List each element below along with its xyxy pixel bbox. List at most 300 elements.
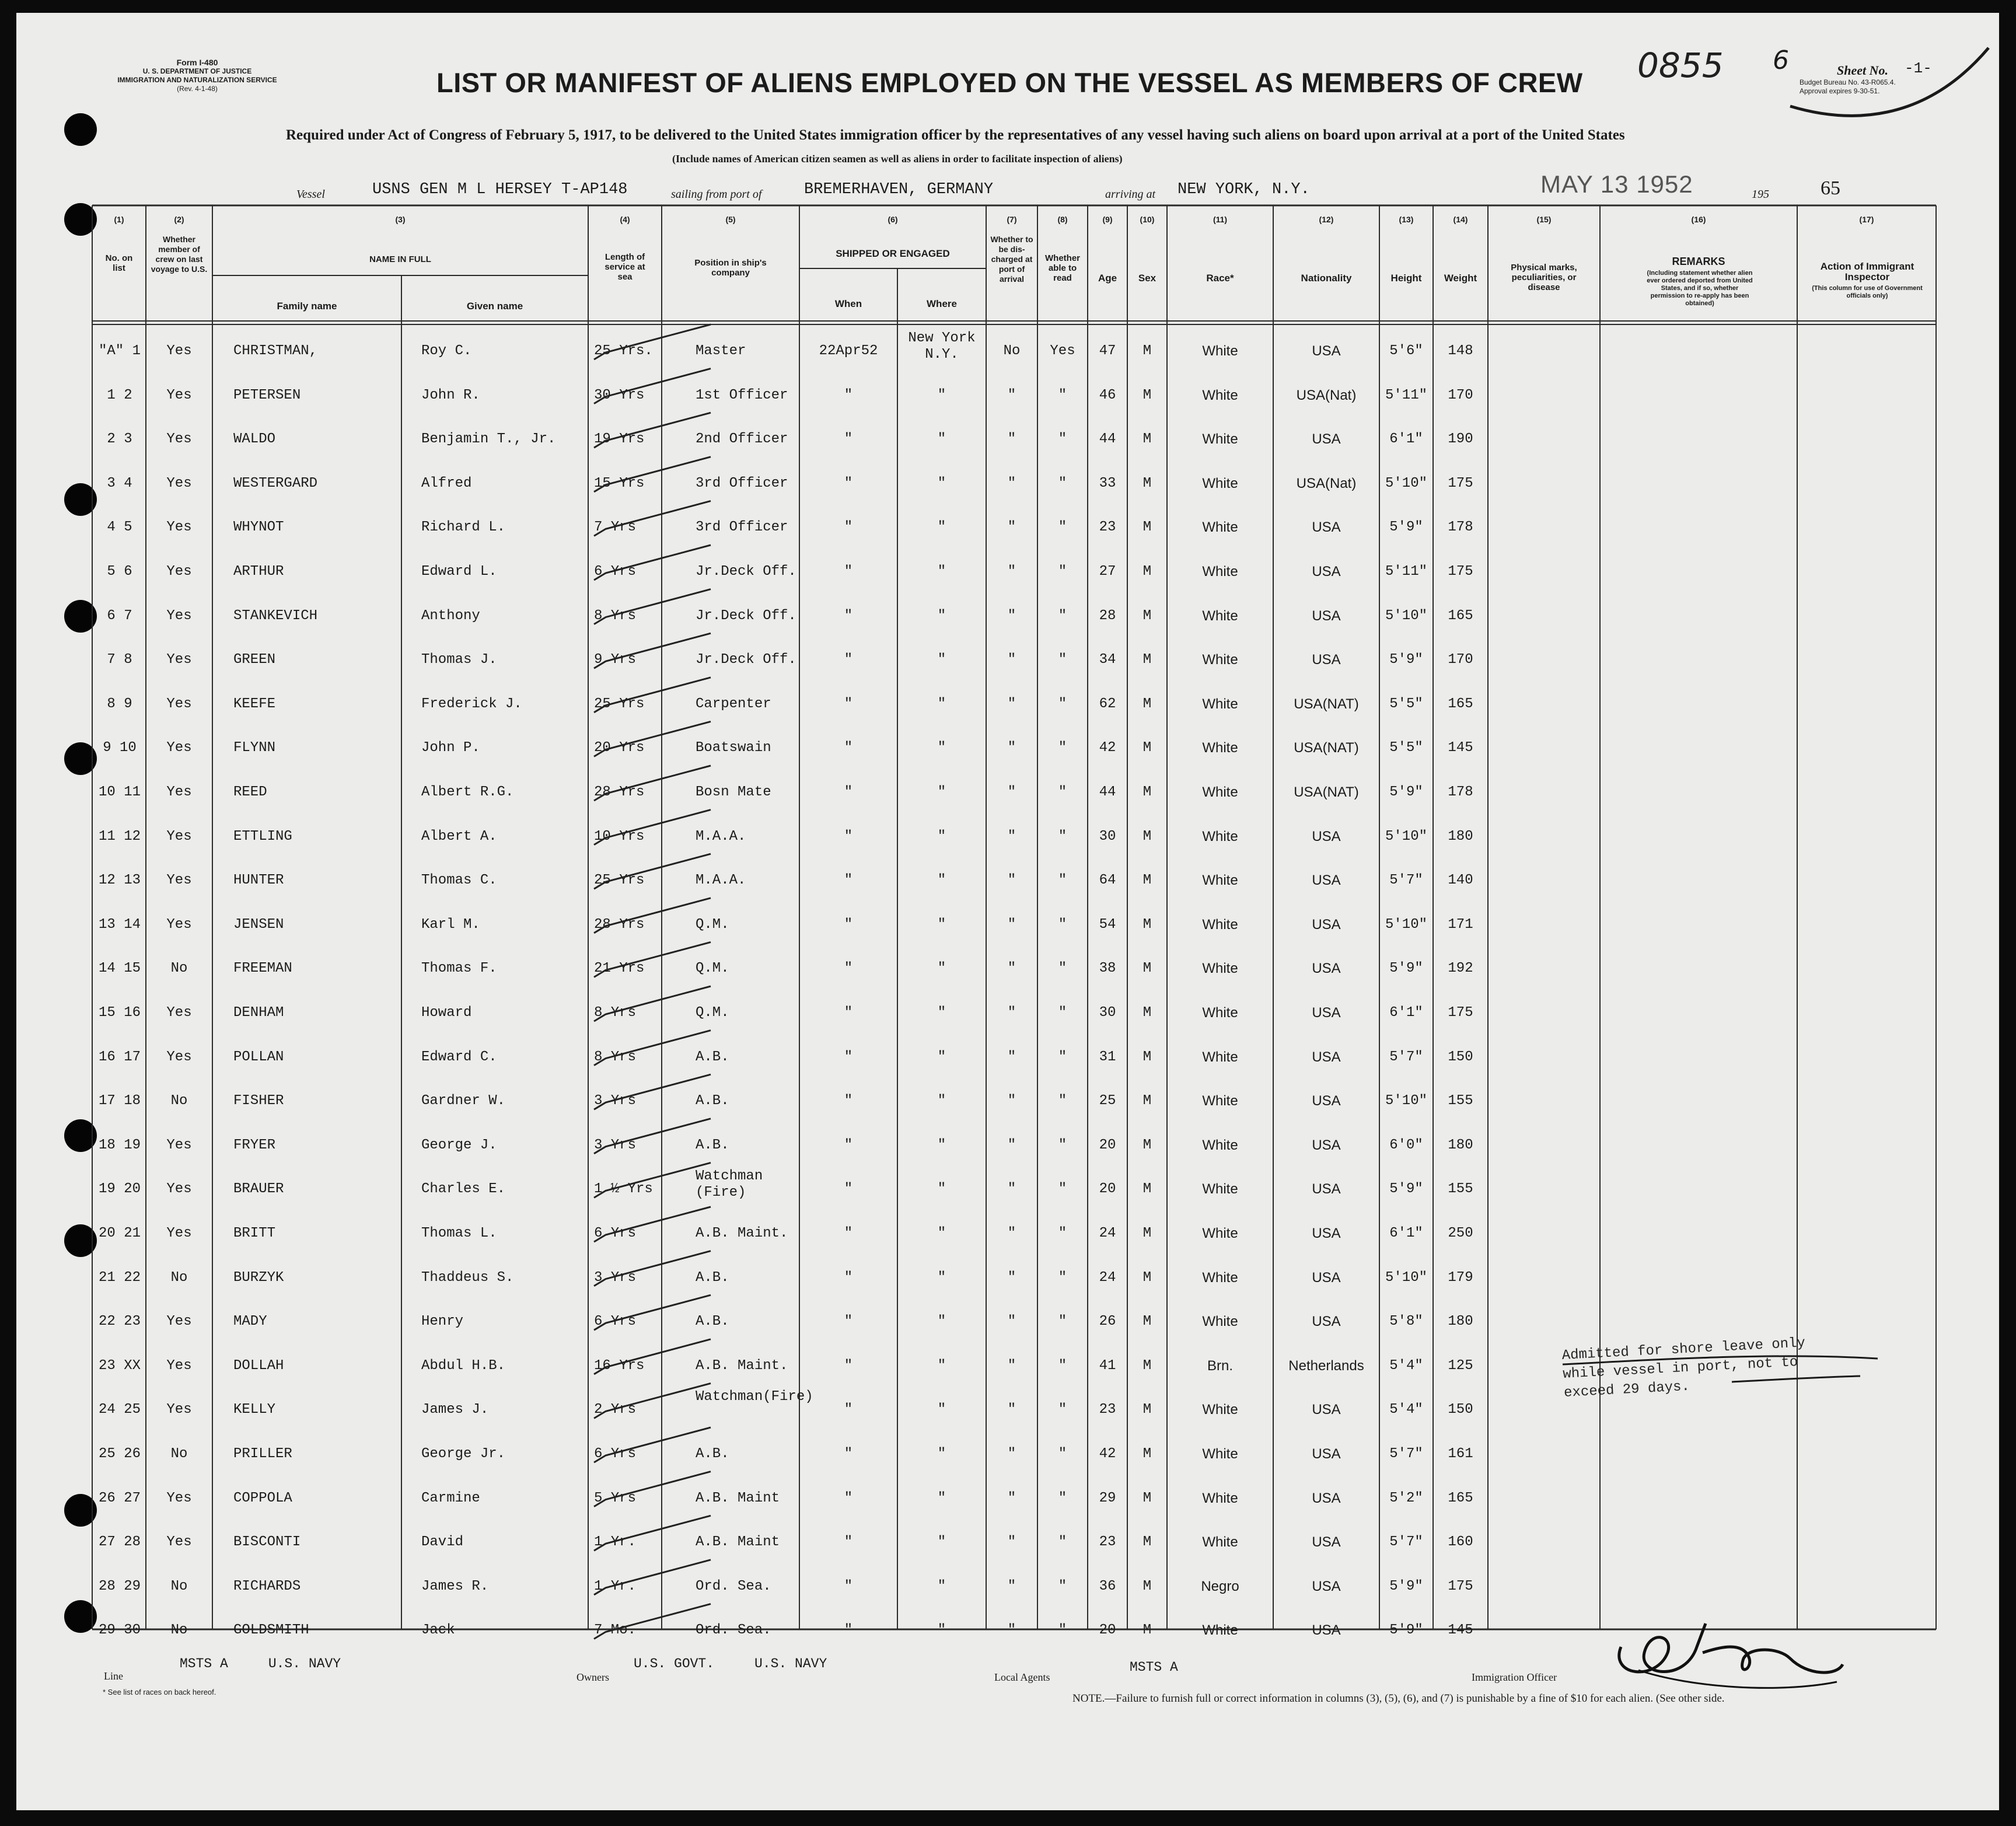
- tally-stroke: [594, 1427, 711, 1462]
- cell-no: 2 3: [107, 431, 132, 448]
- cell-service: 1 Yr.: [594, 1534, 637, 1551]
- cell-where: ": [937, 872, 946, 889]
- cell-sex: M: [1142, 1314, 1152, 1330]
- col-num: (12): [1319, 215, 1334, 224]
- cell-given-name: Thomas F.: [421, 961, 497, 977]
- cell-height: 6'1": [1389, 431, 1423, 448]
- tally-stroke: [594, 986, 711, 1021]
- cell-position: Ord. Sea.: [696, 1622, 771, 1639]
- cell-height: 5'10": [1385, 828, 1427, 844]
- col-num: (11): [1213, 215, 1228, 224]
- tally-strokes: [16, 13, 1999, 1810]
- cell-nationality: USA: [1312, 828, 1341, 844]
- cell-when: ": [844, 828, 853, 844]
- tally-stroke: [594, 1383, 711, 1418]
- tally-stroke: [594, 1119, 711, 1154]
- cell-weight: 190: [1448, 431, 1473, 448]
- cell-family-name: WESTERGARD: [233, 475, 318, 491]
- cell-crew: Yes: [166, 475, 192, 491]
- header-name-in-full: NAME IN FULL: [369, 254, 431, 264]
- cell-read: ": [1058, 1049, 1067, 1065]
- cell-given-name: Albert A.: [421, 828, 497, 844]
- form-number: Form I-480: [176, 58, 218, 67]
- tally-stroke: [594, 413, 711, 448]
- cell-no: 28 29: [98, 1578, 141, 1594]
- cell-service: 9 Yrs: [594, 652, 637, 668]
- cell-crew: Yes: [166, 652, 192, 668]
- col-num: (10): [1140, 215, 1155, 224]
- cell-weight: 160: [1448, 1534, 1473, 1551]
- cell-read: ": [1058, 387, 1067, 403]
- cell-discharged: ": [1007, 1314, 1016, 1330]
- cell-service: 8 Yrs: [594, 1049, 637, 1065]
- cell-age: 38: [1099, 961, 1116, 977]
- cell-given-name: Thomas C.: [421, 872, 497, 889]
- header-where: Where: [927, 298, 957, 309]
- cell-read: ": [1058, 1314, 1067, 1330]
- cell-weight: 155: [1448, 1093, 1473, 1109]
- cell-given-name: Carmine: [421, 1490, 480, 1506]
- cell-crew: Yes: [166, 1005, 192, 1021]
- cell-read: ": [1058, 564, 1067, 579]
- cell-height: 5'7": [1389, 1049, 1423, 1065]
- arrival-date-stamp: MAY 13 1952: [1540, 170, 1693, 198]
- agents-value: MSTS A: [1130, 1660, 1178, 1675]
- cell-when: ": [844, 740, 853, 756]
- cell-position: Jr.Deck Off.: [696, 564, 796, 579]
- cell-discharged: ": [1007, 696, 1016, 712]
- cell-age: 36: [1099, 1578, 1116, 1594]
- cell-read: ": [1058, 961, 1067, 977]
- cell-family-name: GREEN: [233, 652, 276, 668]
- cell-nationality: USA(NAT): [1294, 784, 1359, 800]
- cell-height: 5'7": [1389, 872, 1423, 889]
- cell-where: ": [937, 1534, 946, 1551]
- cell-position: Q.M.: [696, 916, 729, 933]
- cell-sex: M: [1142, 1534, 1152, 1551]
- cell-nationality: USA: [1312, 916, 1341, 933]
- tally-stroke: [594, 501, 711, 536]
- race-footnote: * See list of races on back hereof.: [103, 1688, 216, 1696]
- tally-stroke: [594, 589, 711, 624]
- cell-service: 15 Yrs: [594, 475, 645, 491]
- cell-service: 1 ½ Yrs: [594, 1181, 653, 1197]
- cell-no: 27 28: [98, 1534, 141, 1551]
- cell-family-name: REED: [233, 784, 267, 800]
- officer-signature: [1603, 1612, 1849, 1699]
- cell-position: Ord. Sea.: [696, 1578, 771, 1594]
- cell-discharged: ": [1007, 828, 1016, 844]
- cell-service: 5 Yrs: [594, 1490, 637, 1506]
- cell-given-name: Thomas L.: [421, 1226, 497, 1241]
- cell-crew: No: [170, 1446, 188, 1462]
- cell-height: 5'9": [1389, 784, 1423, 800]
- cell-family-name: ETTLING: [233, 828, 292, 844]
- cell-read: ": [1058, 1622, 1067, 1639]
- cell-service: 25 Yrs: [594, 872, 645, 889]
- cell-weight: 175: [1448, 1578, 1473, 1594]
- cell-sex: M: [1142, 961, 1152, 977]
- sheet-number-value: -1-: [1905, 60, 1932, 77]
- sheet-number-label: Sheet No.: [1837, 63, 1888, 78]
- cell-service: 16 Yrs: [594, 1357, 645, 1374]
- tally-stroke: [594, 1339, 711, 1374]
- cell-read: ": [1058, 784, 1067, 800]
- cell-position: 1st Officer: [696, 387, 788, 403]
- cell-read: ": [1058, 696, 1067, 712]
- cell-sex: M: [1142, 1137, 1152, 1153]
- line-label: Line: [104, 1670, 123, 1682]
- tally-stroke: [594, 1472, 711, 1507]
- cell-discharged: ": [1007, 1534, 1016, 1551]
- cell-weight: 145: [1448, 740, 1473, 756]
- cell-position: A.B. Maint.: [696, 1226, 788, 1241]
- cell-age: 29: [1099, 1490, 1116, 1506]
- cell-read: ": [1058, 431, 1067, 448]
- cell-when: ": [844, 1314, 853, 1330]
- header-nationality: Nationality: [1301, 273, 1352, 284]
- cell-age: 30: [1099, 1005, 1116, 1021]
- cell-read: ": [1058, 1093, 1067, 1109]
- cell-service: 2 Yrs: [594, 1402, 637, 1418]
- header-no-on-list: No. on list: [105, 253, 133, 273]
- cell-crew: Yes: [166, 1402, 192, 1418]
- year-label: 195: [1752, 188, 1769, 201]
- cell-nationality: USA(NAT): [1294, 696, 1359, 712]
- cell-height: 5'10": [1385, 475, 1427, 491]
- cell-given-name: Alfred: [421, 475, 472, 491]
- sheet-count: 65: [1821, 177, 1840, 199]
- cell-race: White: [1202, 1137, 1238, 1153]
- cell-service: 25 Yrs: [594, 696, 645, 712]
- cell-sex: M: [1142, 564, 1152, 579]
- cell-age: 20: [1099, 1181, 1116, 1197]
- cell-weight: 171: [1448, 916, 1473, 933]
- cell-nationality: USA(Nat): [1296, 387, 1357, 403]
- cell-race: White: [1202, 1622, 1238, 1639]
- tally-stroke: [594, 1604, 711, 1639]
- cell-when: ": [844, 1578, 853, 1594]
- cell-where: ": [937, 916, 946, 933]
- cell-no: 16 17: [98, 1049, 141, 1065]
- cell-nationality: USA: [1312, 1534, 1341, 1551]
- tally-stroke: [594, 721, 711, 756]
- cell-discharged: ": [1007, 387, 1016, 403]
- cell-nationality: USA: [1312, 431, 1341, 448]
- cell-age: 25: [1099, 1093, 1116, 1109]
- cell-crew: Yes: [166, 828, 192, 844]
- cell-nationality: USA: [1312, 1181, 1341, 1197]
- cell-position: Watchman(Fire): [696, 1389, 813, 1405]
- cell-height: 5'11": [1385, 564, 1427, 579]
- cell-service: 6 Yrs: [594, 1446, 637, 1462]
- cell-race: White: [1202, 828, 1238, 844]
- cell-where: ": [937, 1314, 946, 1330]
- cell-weight: 165: [1448, 1490, 1473, 1506]
- col-num: (8): [1057, 215, 1068, 224]
- cell-when: ": [844, 1137, 853, 1153]
- cell-family-name: ARTHUR: [233, 564, 284, 579]
- cell-race: White: [1202, 607, 1238, 624]
- cell-weight: 179: [1448, 1269, 1473, 1286]
- cell-crew: Yes: [166, 784, 192, 800]
- cell-when: ": [844, 1269, 853, 1286]
- cell-height: 5'5": [1389, 696, 1423, 712]
- cell-age: 20: [1099, 1622, 1116, 1639]
- cell-race: White: [1202, 431, 1238, 448]
- cell-when: ": [844, 1226, 853, 1241]
- remarks-strike: [1557, 1341, 1884, 1417]
- cell-where: ": [937, 740, 946, 756]
- tally-stroke: [594, 1560, 711, 1595]
- cell-no: 21 22: [98, 1269, 141, 1286]
- cell-read: ": [1058, 1446, 1067, 1462]
- cell-sex: M: [1142, 1357, 1152, 1374]
- line-value: MSTS A U.S. NAVY: [180, 1656, 341, 1671]
- cell-position: 3rd Officer: [696, 475, 788, 491]
- cell-no: 8 9: [107, 696, 132, 712]
- cell-race: White: [1202, 1490, 1238, 1506]
- cell-position: A.B.: [696, 1314, 729, 1330]
- cell-nationality: USA: [1312, 607, 1341, 624]
- col-num: (5): [725, 215, 736, 224]
- cell-when: ": [844, 1622, 853, 1639]
- cell-height: 5'4": [1389, 1357, 1423, 1374]
- tally-stroke: [594, 545, 711, 580]
- cell-weight: 175: [1448, 1005, 1473, 1021]
- cell-when: ": [844, 1402, 853, 1418]
- subnote: (Include names of American citizen seamen as well as aliens in order to facilitate inspection of aliens): [672, 153, 1123, 165]
- cell-given-name: Thaddeus S.: [421, 1269, 514, 1286]
- cell-service: 10 Yrs: [594, 828, 645, 844]
- cell-where: ": [937, 387, 946, 403]
- cell-read: ": [1058, 1490, 1067, 1506]
- cell-weight: 148: [1448, 343, 1473, 359]
- cell-position: Q.M.: [696, 1005, 729, 1021]
- cell-discharged: ": [1007, 1402, 1016, 1418]
- cell-family-name: FREEMAN: [233, 961, 292, 977]
- cell-position: A.B. Maint.: [696, 1357, 788, 1374]
- cell-read: ": [1058, 872, 1067, 889]
- cell-nationality: USA: [1312, 1137, 1341, 1153]
- cell-crew: Yes: [166, 1357, 192, 1374]
- cell-weight: 175: [1448, 564, 1473, 579]
- cell-crew: Yes: [166, 1049, 192, 1065]
- header-race: Race*: [1206, 273, 1234, 284]
- cell-where: ": [937, 519, 946, 536]
- cell-sex: M: [1142, 916, 1152, 933]
- penalty-note: NOTE.—Failure to furnish full or correct information in columns (3), (5), (6), and (7) is punishable by a fine of $10 for each alien. (See other side.: [1072, 1692, 1725, 1705]
- cell-read: ": [1058, 1402, 1067, 1418]
- cell-service: 28 Yrs: [594, 916, 645, 933]
- cell-when: ": [844, 872, 853, 889]
- cell-discharged: ": [1007, 519, 1016, 536]
- cell-no: 29 30: [98, 1622, 141, 1639]
- cell-height: 5'6": [1389, 343, 1423, 359]
- cell-height: 5'11": [1385, 387, 1427, 403]
- cell-sex: M: [1142, 696, 1152, 712]
- cell-position: 3rd Officer: [696, 519, 788, 536]
- cell-height: 5'9": [1389, 652, 1423, 668]
- cell-read: ": [1058, 519, 1067, 536]
- cell-service: 6 Yrs: [594, 1226, 637, 1241]
- cell-position: A.B. Maint: [696, 1490, 780, 1506]
- cell-crew: No: [170, 1622, 188, 1639]
- cell-sex: M: [1142, 784, 1152, 800]
- cell-family-name: FISHER: [233, 1093, 284, 1109]
- cell-given-name: James J.: [421, 1402, 489, 1418]
- cell-sex: M: [1142, 475, 1152, 491]
- cell-race: Negro: [1201, 1578, 1239, 1594]
- cell-service: 28 Yrs: [594, 784, 645, 800]
- header-action-inspector: Action of Immigrant Inspector: [1820, 261, 1914, 282]
- cell-service: 8 Yrs: [594, 1005, 637, 1021]
- header-given-name: Given name: [466, 301, 523, 312]
- col-num: (17): [1859, 215, 1874, 224]
- col-num: (9): [1102, 215, 1113, 224]
- cell-weight: 150: [1448, 1402, 1473, 1418]
- cell-nationality: USA: [1312, 652, 1341, 668]
- cell-given-name: Henry: [421, 1314, 464, 1330]
- cell-age: 24: [1099, 1226, 1116, 1241]
- cell-nationality: USA: [1312, 1049, 1341, 1065]
- cell-age: 27: [1099, 564, 1116, 579]
- tally-stroke: [594, 457, 711, 492]
- cell-where: ": [937, 1357, 946, 1374]
- tally-stroke: [594, 1516, 711, 1551]
- cell-age: 31: [1099, 1049, 1116, 1065]
- tally-stroke: [594, 369, 711, 404]
- cell-height: 5'5": [1389, 740, 1423, 756]
- header-remarks-sub: (Including statement whether alien ever ordered deported from United States, and if so, whether permission to re-apply has been obtained): [1647, 270, 1753, 307]
- cell-family-name: STANKEVICH: [233, 607, 318, 624]
- tally-stroke: [594, 1074, 711, 1109]
- cell-discharged: ": [1007, 1490, 1016, 1506]
- cell-when: ": [844, 1049, 853, 1065]
- cell-given-name: John R.: [421, 387, 480, 403]
- cell-service: 19 Yrs: [594, 431, 645, 448]
- cell-crew: No: [170, 1093, 188, 1109]
- cell-age: 42: [1099, 1446, 1116, 1462]
- tally-stroke: [594, 810, 711, 845]
- cell-when: ": [844, 1446, 853, 1462]
- cell-read: ": [1058, 1578, 1067, 1594]
- cell-nationality: USA: [1312, 564, 1341, 579]
- cell-family-name: CHRISTMAN,: [233, 343, 318, 359]
- cell-crew: Yes: [166, 607, 192, 624]
- cell-family-name: BRITT: [233, 1226, 276, 1241]
- revision: (Rev. 4-1-48): [177, 85, 218, 93]
- cell-nationality: USA(NAT): [1294, 740, 1359, 756]
- cell-no: 14 15: [98, 961, 141, 977]
- cell-height: 6'1": [1389, 1226, 1423, 1241]
- cell-where: ": [937, 696, 946, 712]
- cell-where: ": [937, 1226, 946, 1241]
- cell-crew: Yes: [166, 1226, 192, 1241]
- cell-service: 7 Mo.: [594, 1622, 637, 1639]
- cell-height: 6'0": [1389, 1137, 1423, 1153]
- cell-discharged: ": [1007, 1269, 1016, 1286]
- header-discharged: Whether to be dis-charged at port of arrival: [990, 235, 1033, 284]
- cell-read: ": [1058, 1005, 1067, 1021]
- cell-height: 5'8": [1389, 1314, 1423, 1330]
- cell-sex: M: [1142, 1049, 1152, 1065]
- cell-family-name: POLLAN: [233, 1049, 284, 1065]
- cell-when: 22Apr52: [819, 343, 878, 359]
- cell-race: Brn.: [1207, 1357, 1233, 1374]
- cell-position: Watchman (Fire): [696, 1168, 763, 1201]
- cell-when: ": [844, 652, 853, 668]
- cell-discharged: ": [1007, 1622, 1016, 1639]
- cell-service: 30 Yrs: [594, 387, 645, 403]
- cell-given-name: Frederick J.: [421, 696, 522, 712]
- cell-service: 3 Yrs: [594, 1269, 637, 1286]
- budget-expiry: Approval expires 9-30-51.: [1800, 87, 1880, 95]
- cell-sex: M: [1142, 387, 1152, 403]
- page-title: LIST OR MANIFEST OF ALIENS EMPLOYED ON THE VESSEL AS MEMBERS OF CREW: [436, 67, 1583, 98]
- cell-given-name: David: [421, 1534, 464, 1551]
- cell-sex: M: [1142, 872, 1152, 889]
- col-num: (13): [1399, 215, 1414, 224]
- header-crew-last-voyage: Whether member of crew on last voyage to U.S.: [151, 235, 208, 274]
- cell-family-name: BURZYK: [233, 1269, 284, 1286]
- cell-age: 23: [1099, 519, 1116, 536]
- cell-no: 17 18: [98, 1093, 141, 1109]
- cell-nationality: USA: [1312, 961, 1341, 977]
- cell-height: 5'9": [1389, 1578, 1423, 1594]
- cell-service: 6 Yrs: [594, 564, 637, 579]
- tally-stroke: [594, 1031, 711, 1066]
- cell-read: ": [1058, 1269, 1067, 1286]
- header-able-to-read: Whether able to read: [1045, 253, 1080, 283]
- cell-given-name: Roy C.: [421, 343, 472, 359]
- cell-discharged: ": [1007, 564, 1016, 579]
- cell-crew: Yes: [166, 740, 192, 756]
- cell-nationality: USA: [1312, 343, 1341, 359]
- cell-age: 42: [1099, 740, 1116, 756]
- cell-where: ": [937, 784, 946, 800]
- cell-age: 54: [1099, 916, 1116, 933]
- cell-sex: M: [1142, 652, 1152, 668]
- cell-when: ": [844, 916, 853, 933]
- sailing-label: sailing from port of: [671, 188, 762, 201]
- cell-race: White: [1202, 1534, 1238, 1551]
- cell-weight: 170: [1448, 387, 1473, 403]
- cell-position: Boatswain: [696, 740, 771, 756]
- cell-given-name: Karl M.: [421, 916, 480, 933]
- cell-no: 5 6: [107, 564, 132, 579]
- cell-read: ": [1058, 740, 1067, 756]
- cell-height: 5'7": [1389, 1446, 1423, 1462]
- cell-position: A.B.: [696, 1049, 729, 1065]
- cell-where: ": [937, 475, 946, 491]
- tally-stroke: [594, 766, 711, 801]
- cell-read: ": [1058, 607, 1067, 624]
- cell-family-name: DOLLAH: [233, 1357, 284, 1374]
- cell-where: ": [937, 1578, 946, 1594]
- cell-given-name: John P.: [421, 740, 480, 756]
- cell-given-name: Albert R.G.: [421, 784, 514, 800]
- cell-family-name: COPPOLA: [233, 1490, 292, 1506]
- cell-age: 64: [1099, 872, 1116, 889]
- cell-read: ": [1058, 1181, 1067, 1197]
- cell-given-name: George Jr.: [421, 1446, 506, 1462]
- cell-crew: Yes: [166, 916, 192, 933]
- cell-crew: Yes: [166, 564, 192, 579]
- header-weight: Weight: [1444, 273, 1477, 284]
- cell-position: Bosn Mate: [696, 784, 771, 800]
- officer-label: Immigration Officer: [1472, 1671, 1557, 1683]
